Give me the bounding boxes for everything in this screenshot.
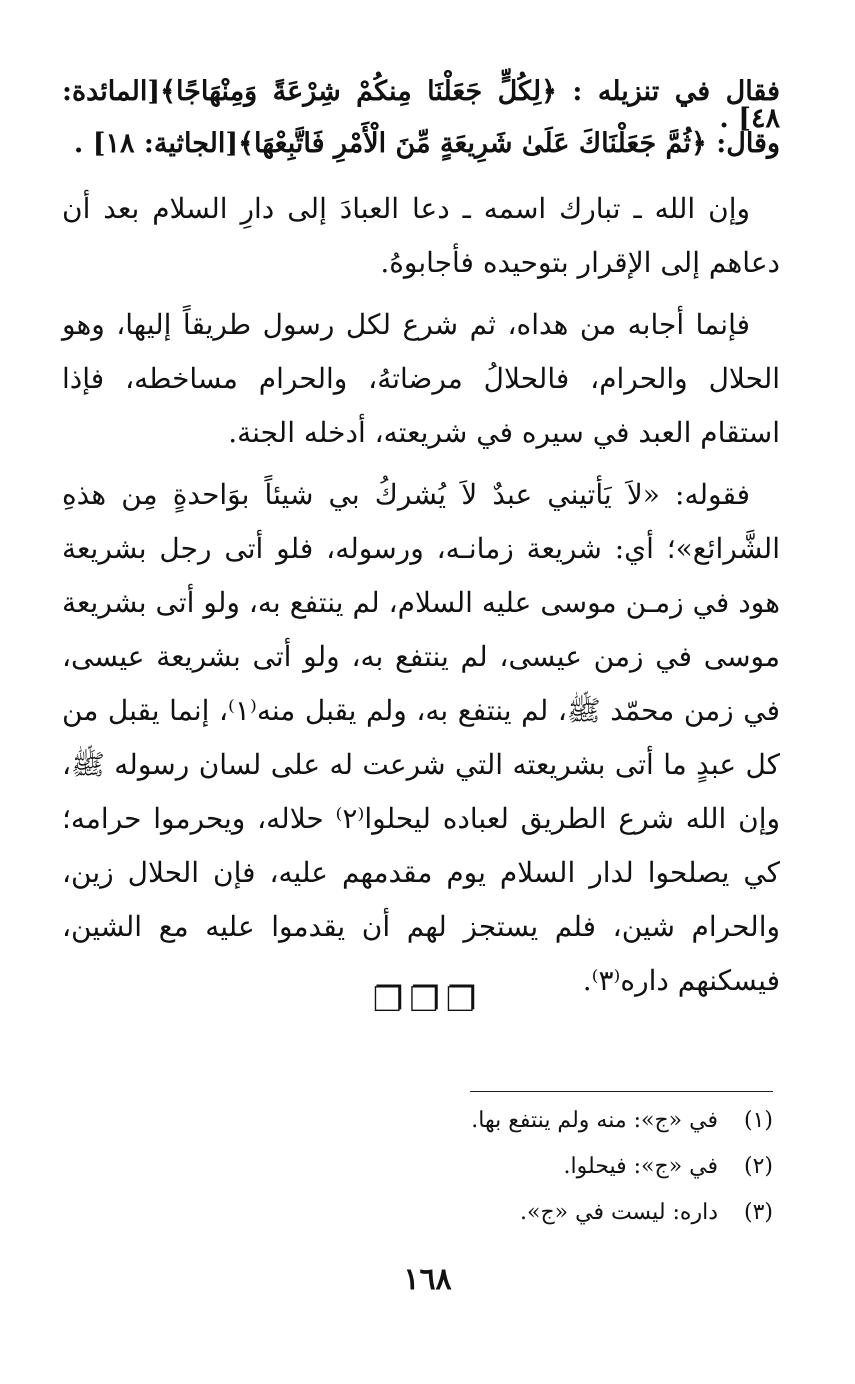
verse-line-2: وقال: ﴿ثُمَّ جَعَلْنَاكَ عَلَىٰ شَرِيعَةٍ مِّنَ الْأَمْرِ فَاتَّبِعْهَا﴾[الجاثية: ١٨] .	[73, 128, 780, 159]
footnote-rule	[470, 1091, 773, 1092]
page-number: ١٦٨	[403, 1262, 452, 1297]
footnote-number: (١)	[743, 1108, 773, 1133]
footnotes	[420, 1108, 773, 1246]
paragraph-1: وإن الله ـ تبارك اسمه ـ دعا العبادَ إلى دارِ السلام بعد أن دعاهم إلى الإقرار بتوحيده فأجابوهُ.	[62, 192, 780, 279]
footnote-text: في «ج»: منه ولم ينتفع بها.	[471, 1108, 718, 1133]
footnote-1	[420, 1108, 773, 1154]
page-body	[62, 78, 780, 1016]
verse-line-1: فقال في تنزيله : ﴿لِكُلٍّ جَعَلْنَا مِنكُمْ شِرْعَةً وَمِنْهَاجًا﴾[المائدة: ٤٨] .	[62, 76, 780, 134]
footnote-text: داره: ليست في «ج».	[520, 1200, 718, 1225]
footnote-number: (٢)	[743, 1154, 773, 1179]
footnote-number: (٣)	[743, 1200, 773, 1225]
footnote-3	[420, 1200, 773, 1246]
paragraph-3: فقوله: «لاَ يَأتيني عبدٌ لاَ يُشركُ بي شيئاً بوَاحدةٍ مِن هذهِ الشَّرائع»؛ أي: شريعة زمانـه، ورسوله، فلو أتى رجل بشريعة هود في زمـن موسى عليه السلام، لم ينتفع به، ولو أتى بشريعة موسى في زمن عيسى، لم ينتفع به، ولو أتى بشريعة عيسى، في زمن محمّد ﷺ، لم ينتفع به، ولم يقبل منه⁽١⁾، إنما يقبل من كل عبدٍ ما أتى بشريعته التي شرعت له على لسان رسوله ﷺ، وإن الله شرع الطريق لعباده ليحلوا⁽٢⁾ حلاله، ويحرموا حرامه؛ كي يصلحوا لدار السلام يوم مقدمهم عليه، فإن الحلال زين، والحرام شين، فلم يستجز لهم أن يقدموا عليه مع الشين، فيسكنهم داره⁽٣⁾.	[62, 478, 780, 997]
footnote-2	[420, 1154, 773, 1200]
paragraph-2: فإنما أجابه من هداه، ثم شرع لكل رسول طريقاً إليها، وهو الحلال والحرام، فالحلالُ مرضاتهُ، والحرام مساخطه، فإذا استقام العبد في سيره في شريعته، أدخله الجنة.	[62, 308, 780, 449]
section-divider-ornament: ❐❐❐	[372, 980, 483, 1020]
footnote-text: في «ج»: فيحلوا.	[563, 1154, 718, 1179]
